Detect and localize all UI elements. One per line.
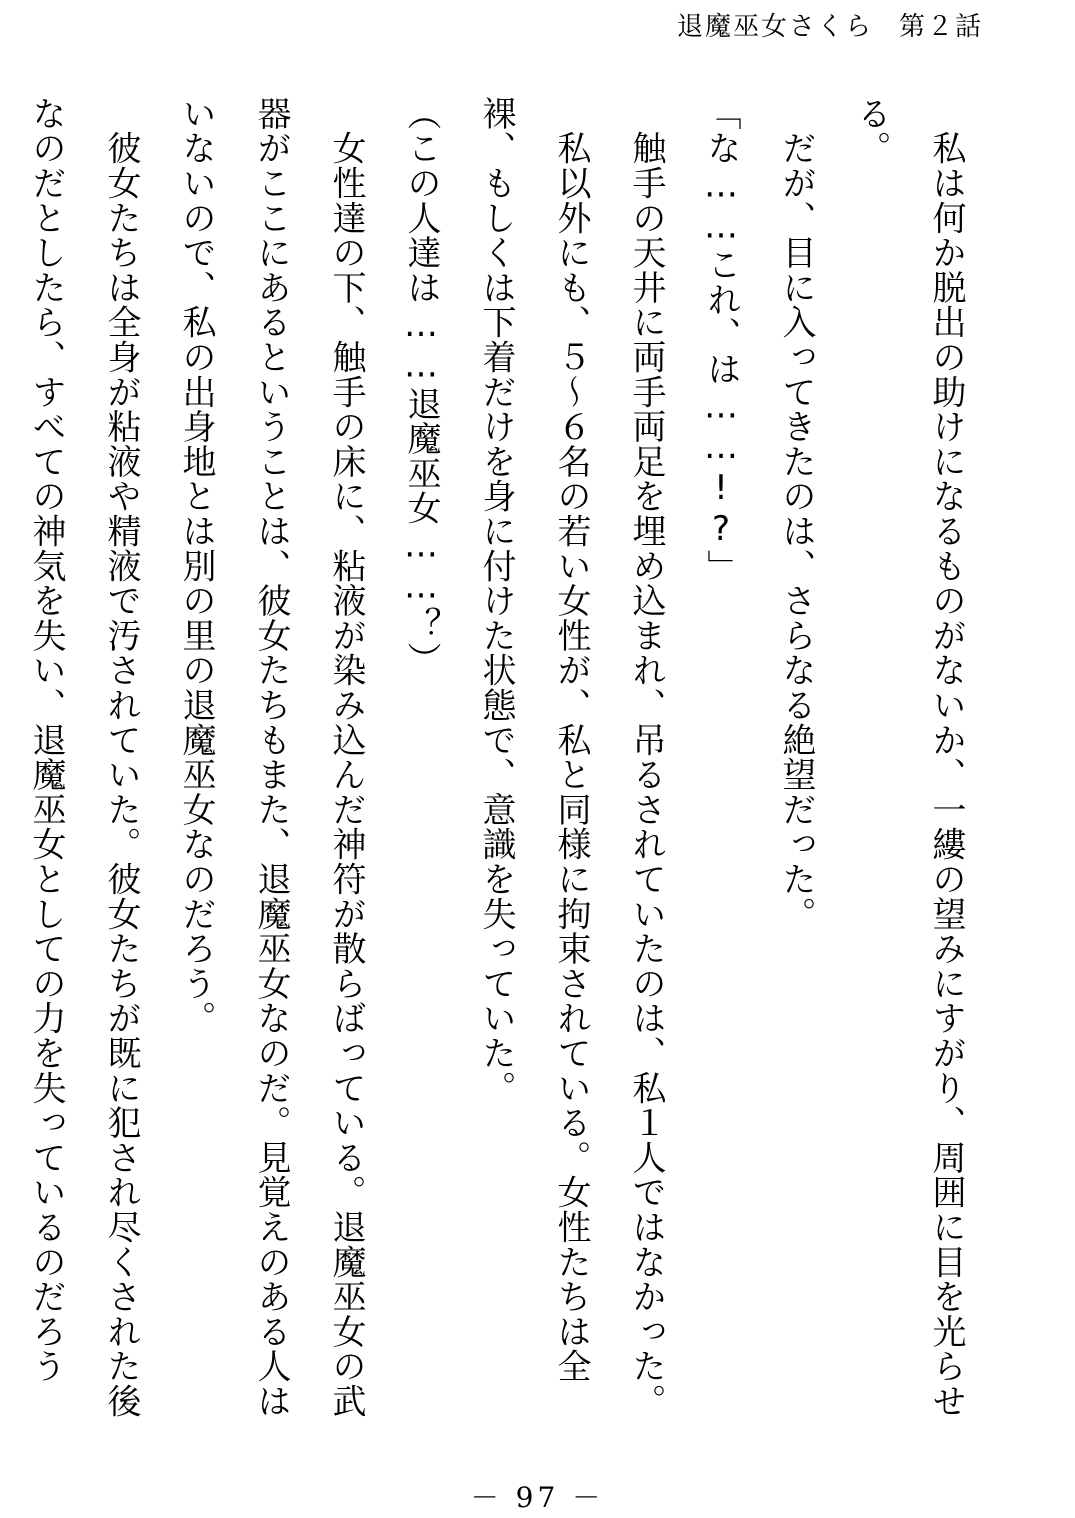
page-number: － 97 － — [470, 1481, 605, 1514]
paragraph: 女性達の下、触手の床に、粘液が染み込んだ神符が散らばっている。退魔巫女の武器がここにあるということは、彼女たちもまた、退魔巫女なのだ。見覚えのある人はいないので、私の出身地とは別の里の退魔巫女なのだろう。 — [176, 96, 366, 1419]
inner-thought-line: （この人達は……退魔巫女……？） — [401, 96, 441, 677]
book-title: 退魔巫女さくら — [676, 12, 873, 42]
paragraph: 私は何か脱出の助けになるものがないか、一縷の望みにすがり、周囲に目を光らせる。 — [851, 96, 966, 1419]
paragraph: 触手の天井に両手両足を埋め込まれ、吊るされていたのは、私１人ではなかった。 — [626, 96, 666, 1419]
paragraph: 私以外にも、５～６名の若い女性が、私と同様に拘束されている。女性たちは全裸、もしくは下着だけを身に付けた状態で、意識を失っていた。 — [476, 96, 591, 1384]
vertical-body-text — [0, 96, 983, 1426]
chapter-label: 第２話 — [898, 12, 983, 42]
paragraph: だが、目に入ってきたのは、さらなる絶望だった。 — [776, 96, 816, 932]
paragraph: 彼女たちは全身が粘液や精液で汚されていた。彼女たちが既に犯され尽くされた後なのだとしたら、すべての神気を失い、退魔巫女としての力を失っているのだろう — [26, 96, 141, 1419]
dialogue-line: 「な……これ、は……!?」 — [701, 96, 741, 585]
running-header — [677, 6, 983, 43]
